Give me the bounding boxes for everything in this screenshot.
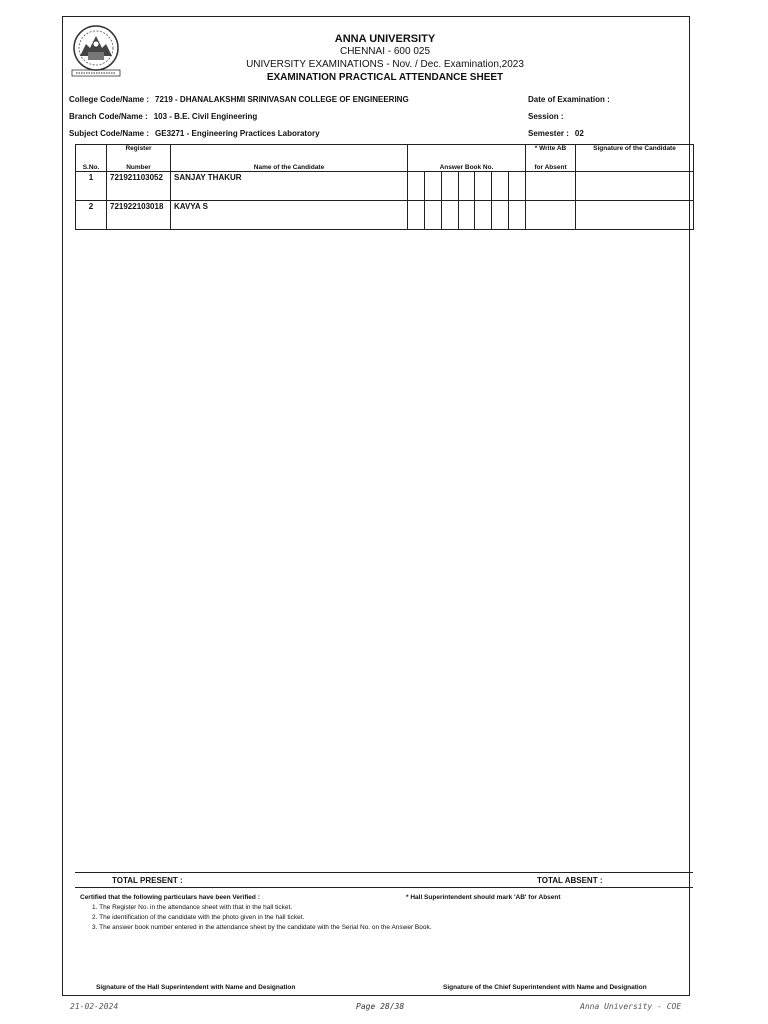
- university-emblem-icon: [70, 22, 122, 78]
- hall-superintendent-signature: Signature of the Hall Superintendent with Name and Designation: [96, 984, 296, 991]
- row-register: 721921103052: [107, 172, 171, 201]
- sheet-title: EXAMINATION PRACTICAL ATTENDANCE SHEET: [266, 72, 504, 83]
- table-header-row-bottom: [76, 158, 694, 172]
- row-name: KAVYA S: [171, 201, 408, 230]
- certification-item: 1. The Register No. in the attendance sheet with that in the hall ticket.: [92, 904, 293, 911]
- register-header-bottom: Number: [107, 158, 171, 172]
- attendance-table: [75, 144, 694, 230]
- row-name: SANJAY THAKUR: [171, 172, 408, 201]
- footer-date: 21-02-2024: [70, 1002, 119, 1011]
- name-header: Name of the Candidate: [171, 158, 408, 172]
- table-row: [76, 201, 694, 230]
- exam-title: UNIVERSITY EXAMINATIONS - Nov. / Dec. Examination,2023: [246, 59, 524, 70]
- chief-superintendent-signature: Signature of the Chief Superintendent with Name and Designation: [443, 984, 647, 991]
- subject-value: GE3271 - Engineering Practices Laboratory: [155, 129, 320, 138]
- answer-book-boxes[interactable]: [408, 172, 526, 201]
- university-name: ANNA UNIVERSITY: [334, 33, 436, 45]
- table-header-row-top: [76, 145, 694, 159]
- footer-page: Page 28/38: [356, 1002, 405, 1011]
- absent-header-bottom: for Absent: [526, 158, 576, 172]
- absent-note: * Hall Superintendent should mark 'AB' for Absent: [406, 894, 561, 901]
- totals-bottom-rule: [75, 887, 693, 888]
- absent-cell[interactable]: [526, 172, 576, 201]
- signature-cell[interactable]: [576, 172, 694, 201]
- footer-org: Anna University - COE: [580, 1002, 682, 1011]
- college-info: [69, 95, 409, 104]
- semester-value: 02: [574, 129, 584, 138]
- total-absent-label: TOTAL ABSENT :: [537, 876, 603, 885]
- branch-label: Branch Code/Name :: [69, 112, 148, 121]
- subject-info: [69, 129, 320, 138]
- date-label: Date of Examination :: [528, 95, 610, 104]
- totals-top-rule: [75, 872, 693, 873]
- absent-cell[interactable]: [526, 201, 576, 230]
- row-sno: 1: [76, 172, 107, 201]
- college-value: 7219 - DHANALAKSHMI SRINIVASAN COLLEGE OF ENGINEERING: [155, 95, 409, 104]
- table-row: [76, 172, 694, 201]
- subject-label: Subject Code/Name :: [69, 129, 150, 138]
- session-label: Session :: [528, 112, 564, 121]
- university-city: CHENNAI - 600 025: [339, 46, 431, 57]
- row-sno: 2: [76, 201, 107, 230]
- sno-header: S.No.: [76, 158, 107, 172]
- semester-info: [528, 129, 584, 138]
- signature-header: Signature of the Candidate: [576, 145, 694, 159]
- branch-info: [69, 112, 257, 121]
- absent-header-top: * Write AB: [526, 145, 576, 159]
- college-label: College Code/Name :: [69, 95, 150, 104]
- certification-title: Certified that the following particulars have been Verified :: [80, 894, 260, 901]
- branch-value: 103 - B.E. Civil Engineering: [153, 112, 258, 121]
- certification-item: 3. The answer book number entered in the attendance sheet by the candidate with the Serial No. on the Answer Book.: [92, 924, 432, 931]
- answer-book-boxes[interactable]: [408, 201, 526, 230]
- certification-item: 2. The identification of the candidate with the photo given in the hall ticket.: [92, 914, 305, 921]
- signature-cell[interactable]: [576, 201, 694, 230]
- answer-book-header: Answer Book No.: [408, 158, 526, 172]
- register-header-top: Register: [107, 145, 171, 159]
- row-register: 721922103018: [107, 201, 171, 230]
- semester-label: Semester :: [528, 129, 569, 138]
- total-present-label: TOTAL PRESENT :: [112, 876, 183, 885]
